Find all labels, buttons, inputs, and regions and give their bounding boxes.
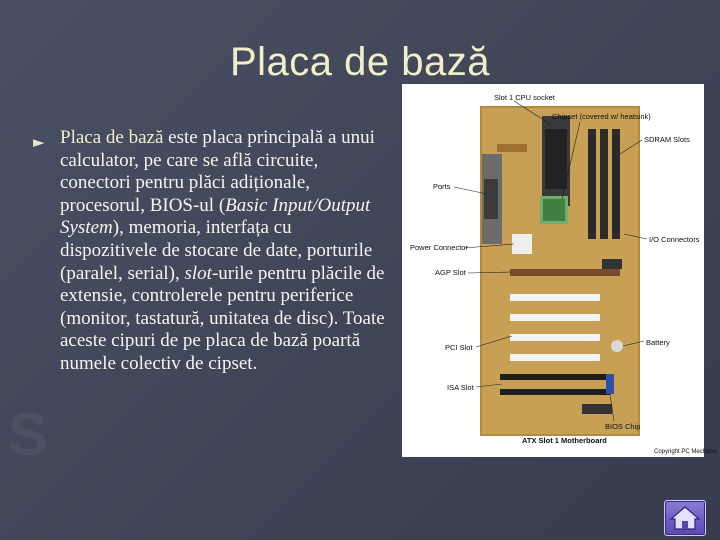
slide-title: Placa de bază — [229, 40, 490, 84]
body-part-2: ), memoria, interfața cu dispozitivele de stocare de date, porturile (paralel, serial), — [60, 217, 373, 284]
body-part-1: este placa principală a unui calculator, pe care se află circuite, conectori pentru plăci adiționale, procesorul, BIOS-ul ( — [60, 127, 375, 216]
body-part-3: -urile pentru plăcile de extensie, controlerele pentru periferice (monitor, tastatură, unitatea de disc). Toate aceste cipuri de pe placa de bază poartă numele colectiv de cipset. — [60, 262, 385, 374]
label-battery: Battery — [646, 338, 670, 347]
motherboard-illustration — [402, 84, 718, 457]
label-cpu-slot: Slot 1 CPU socket — [494, 93, 555, 102]
label-chipset: Chipset (covered w/ heatsink) — [552, 112, 651, 121]
body-italic-2: slot — [184, 262, 212, 284]
slide-body-text — [60, 127, 390, 376]
label-io: I/O Connectors — [649, 235, 700, 244]
figure-copyright: Copyright PC Mechanic — [654, 449, 718, 455]
home-icon — [665, 501, 705, 535]
body-italic-1: Basic Input/Output System — [60, 194, 371, 239]
bullet-arrow-icon: ► — [33, 133, 45, 151]
figure-caption: ATX Slot 1 Motherboard — [522, 436, 607, 445]
label-ports: Ports — [433, 182, 451, 191]
motherboard-diagram — [402, 84, 718, 457]
term-highlight: Placa de bază — [60, 127, 164, 148]
home-button[interactable] — [664, 500, 706, 536]
label-bios: BIOS Chip — [605, 422, 641, 431]
label-isa: ISA Slot — [447, 383, 474, 392]
label-agp: AGP Slot — [435, 268, 466, 277]
label-power: Power Connector — [410, 243, 468, 252]
label-pci: PCI Slot — [445, 343, 473, 352]
background-watermark: S — [8, 401, 49, 468]
label-sdram: SDRAM Slots — [644, 135, 690, 144]
